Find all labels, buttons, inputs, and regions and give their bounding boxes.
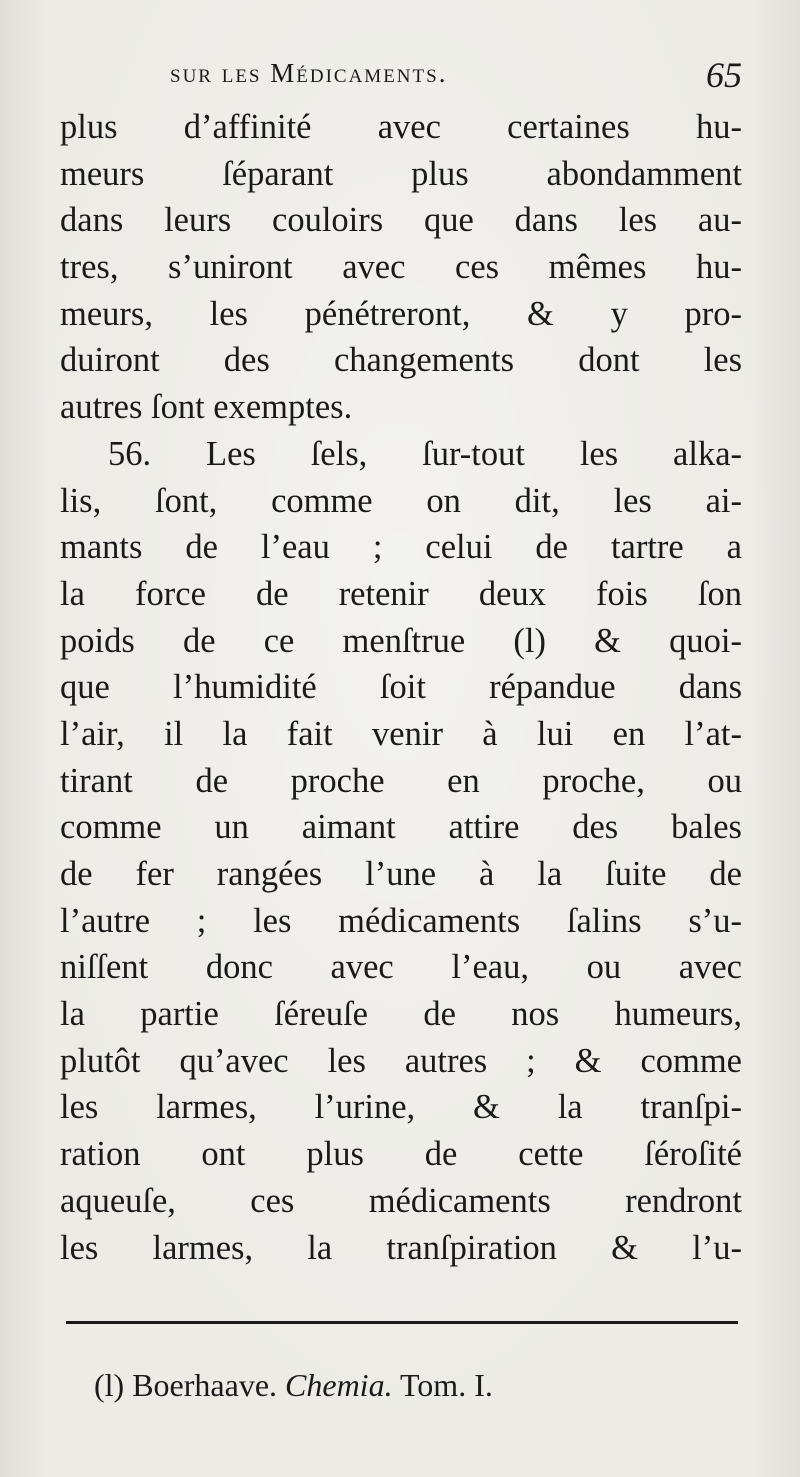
text-line: dans leurs couloirs que dans les au- bbox=[60, 201, 742, 240]
text-line: que l’humidité ſoit répandue dans bbox=[60, 668, 742, 707]
footnote bbox=[94, 1367, 493, 1404]
page-header bbox=[60, 52, 742, 100]
text-line: lis, ſont, comme on dit, les ai- bbox=[60, 481, 742, 520]
text-line: aqueuſe, ces médicaments rendront bbox=[60, 1181, 742, 1220]
text-line: autres ſont exemptes. bbox=[60, 388, 353, 427]
paragraph-start-line: 56. Les ſels, ſur-tout les alka- bbox=[108, 434, 742, 473]
text-line: mants de l’eau ; celui de tartre a bbox=[60, 528, 742, 567]
text-line: niſſent donc avec l’eau, ou avec bbox=[60, 948, 742, 987]
page-number: 65 bbox=[706, 55, 742, 95]
body-text bbox=[60, 104, 742, 1271]
text-line: comme un aimant attire des bales bbox=[60, 808, 742, 847]
text-line: meurs ſéparant plus abondamment bbox=[60, 154, 742, 193]
text-line: ration ont plus de cette ſéroſité bbox=[60, 1135, 742, 1174]
text-line: plus d’affinité avec certaines hu- bbox=[60, 108, 742, 146]
text-line: plutôt qu’avec les autres ; & comme bbox=[60, 1041, 742, 1080]
text-line: les larmes, la tranſpiration & l’u- bbox=[60, 1228, 742, 1267]
text-line: duiront des changements dont les bbox=[60, 341, 742, 380]
text-line: meurs, les pénétreront, & y pro- bbox=[60, 294, 742, 333]
text-line: tirant de proche en proche, ou bbox=[60, 761, 742, 800]
running-title: sur les Médicaments. bbox=[170, 58, 448, 88]
text-line: l’air, il la fait venir à lui en l’at- bbox=[60, 714, 742, 753]
text-line: de fer rangées l’une à la ſuite de bbox=[60, 855, 742, 893]
text-line: la force de retenir deux fois ſon bbox=[60, 574, 742, 613]
text-line: la partie ſéreuſe de nos humeurs, bbox=[60, 995, 742, 1034]
footnote-rule bbox=[66, 1321, 738, 1324]
text-line: poids de ce menſtrue (l) & quoi- bbox=[60, 621, 742, 660]
text-line: l’autre ; les médicaments ſalins s’u- bbox=[60, 901, 742, 940]
footnote-volume: Tom. I. bbox=[399, 1367, 493, 1403]
text-line: les larmes, l’urine, & la tranſpi- bbox=[60, 1088, 742, 1127]
footnote-marker: (l) bbox=[94, 1367, 125, 1403]
text-line: tres, s’uniront avec ces mêmes hu- bbox=[60, 248, 742, 287]
footnote-author: Boerhaave. bbox=[132, 1367, 278, 1403]
footnote-work: Chemia. bbox=[285, 1367, 393, 1403]
